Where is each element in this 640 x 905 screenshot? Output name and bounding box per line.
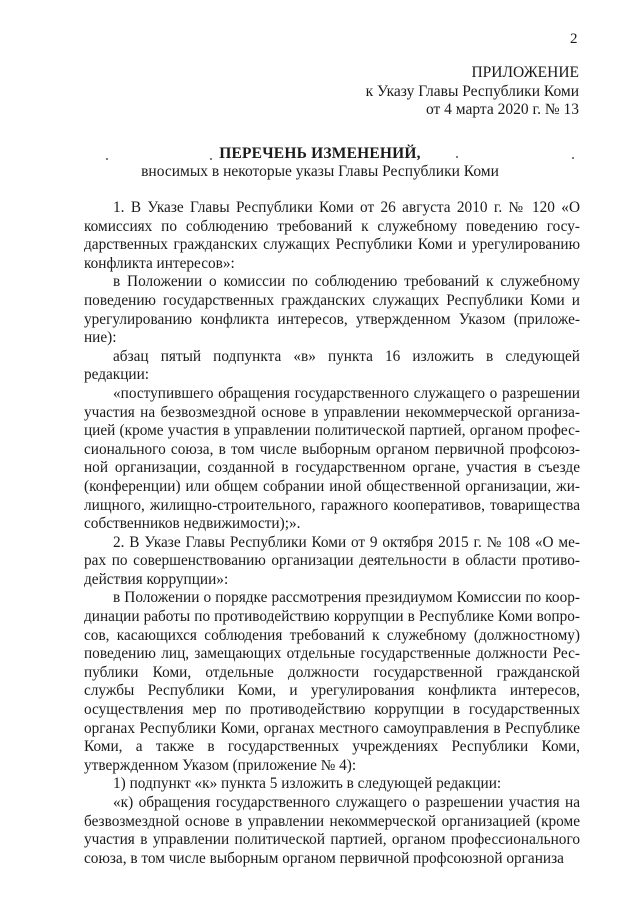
document-title: ПЕРЕЧЕНЬ ИЗМЕНЕНИЙ,: [219, 145, 421, 162]
document-body: [84, 199, 580, 868]
paragraph-amendment-text: «поступившего обращения государственного служащего о разрешении участия на безвозмездной основе в управлении некоммерческой организацией (кроме участия в управлении политической партией, органом профессионального союза, в том числе выборным органом первичной профсоюзной организации, созданной в государственном органе, участия в съезде (конференции) или общем собрании иной общественной организации, жилищного, жилищно-строительного, гаражного кооперативов, товарищества собственников недвижимости);».: [84, 384, 580, 533]
paragraph-presidium-regulation: в Положении о порядке рассмотрения президиумом Комиссии по координации работы по противодействию коррупции в Республике Коми вопросов, касающихся соблюдения требований к служебному (должностному) поведению лиц, замещающих отдельные государственные должности Республики Коми, отдельные должности государственной гражданской службы Республики Коми, и урегулирования конфликта интересов, осуществления мер по противодействию коррупции в государственных органах Республики Коми, органах местного самоуправления в Республике Коми, а также в государственных учреждениях Республики Коми, утвержденном Указом (приложение № 4):: [84, 589, 580, 774]
paragraph-commission-regulation: в Положении о комиссии по соблюдению требований к служебному поведению государственных гражданских служащих Республики Коми и урегулированию конфликта интересов, утвержденном Указом (приложение):: [84, 273, 580, 347]
page-number: 2: [570, 31, 578, 47]
appendix-header: [366, 64, 579, 120]
scan-speck: [456, 156, 458, 158]
scan-speck: [210, 158, 212, 160]
appendix-decree-reference: к Указу Главы Республики Коми: [365, 82, 579, 100]
paragraph-subitem-1: 1) подпункт «к» пункта 5 изложить в следующей редакции:: [113, 775, 502, 793]
paragraph-item-1-intro: 1. В Указе Главы Республики Коми от 26 августа 2010 г. № 120 «О комиссиях по соблюдению требований к служебному поведению государственных гражданских служащих Республики Коми и урегулированию конфликта интересов»:: [84, 199, 580, 272]
title-block: [0, 145, 640, 182]
scan-speck: [106, 158, 108, 160]
paragraph-subitem-k-text: «к) обращения государственного служащего о разрешении участия на безвозмездной основе в управлении некоммерческой организацией (кроме участия в управлении политической партией, органом профессионального союза, в том числе выборным органом первичной профсоюзной организа: [84, 794, 580, 867]
scan-speck: [572, 157, 574, 159]
appendix-label: ПРИЛОЖЕНИЕ: [471, 64, 579, 81]
paragraph-item-2-intro: 2. В Указе Главы Республики Коми от 9 октября 2015 г. № 108 «О мерах по совершенствованию организации деятельности в области противодействия коррупции»:: [84, 533, 580, 588]
paragraph-amendment-instruction: абзац пятый подпункта «в» пункта 16 изложить в следующей редакции:: [84, 347, 580, 384]
document-subtitle: вносимых в некоторые указы Главы Республики Коми: [141, 163, 499, 180]
appendix-decree-date: от 4 марта 2020 г. № 13: [425, 101, 579, 118]
